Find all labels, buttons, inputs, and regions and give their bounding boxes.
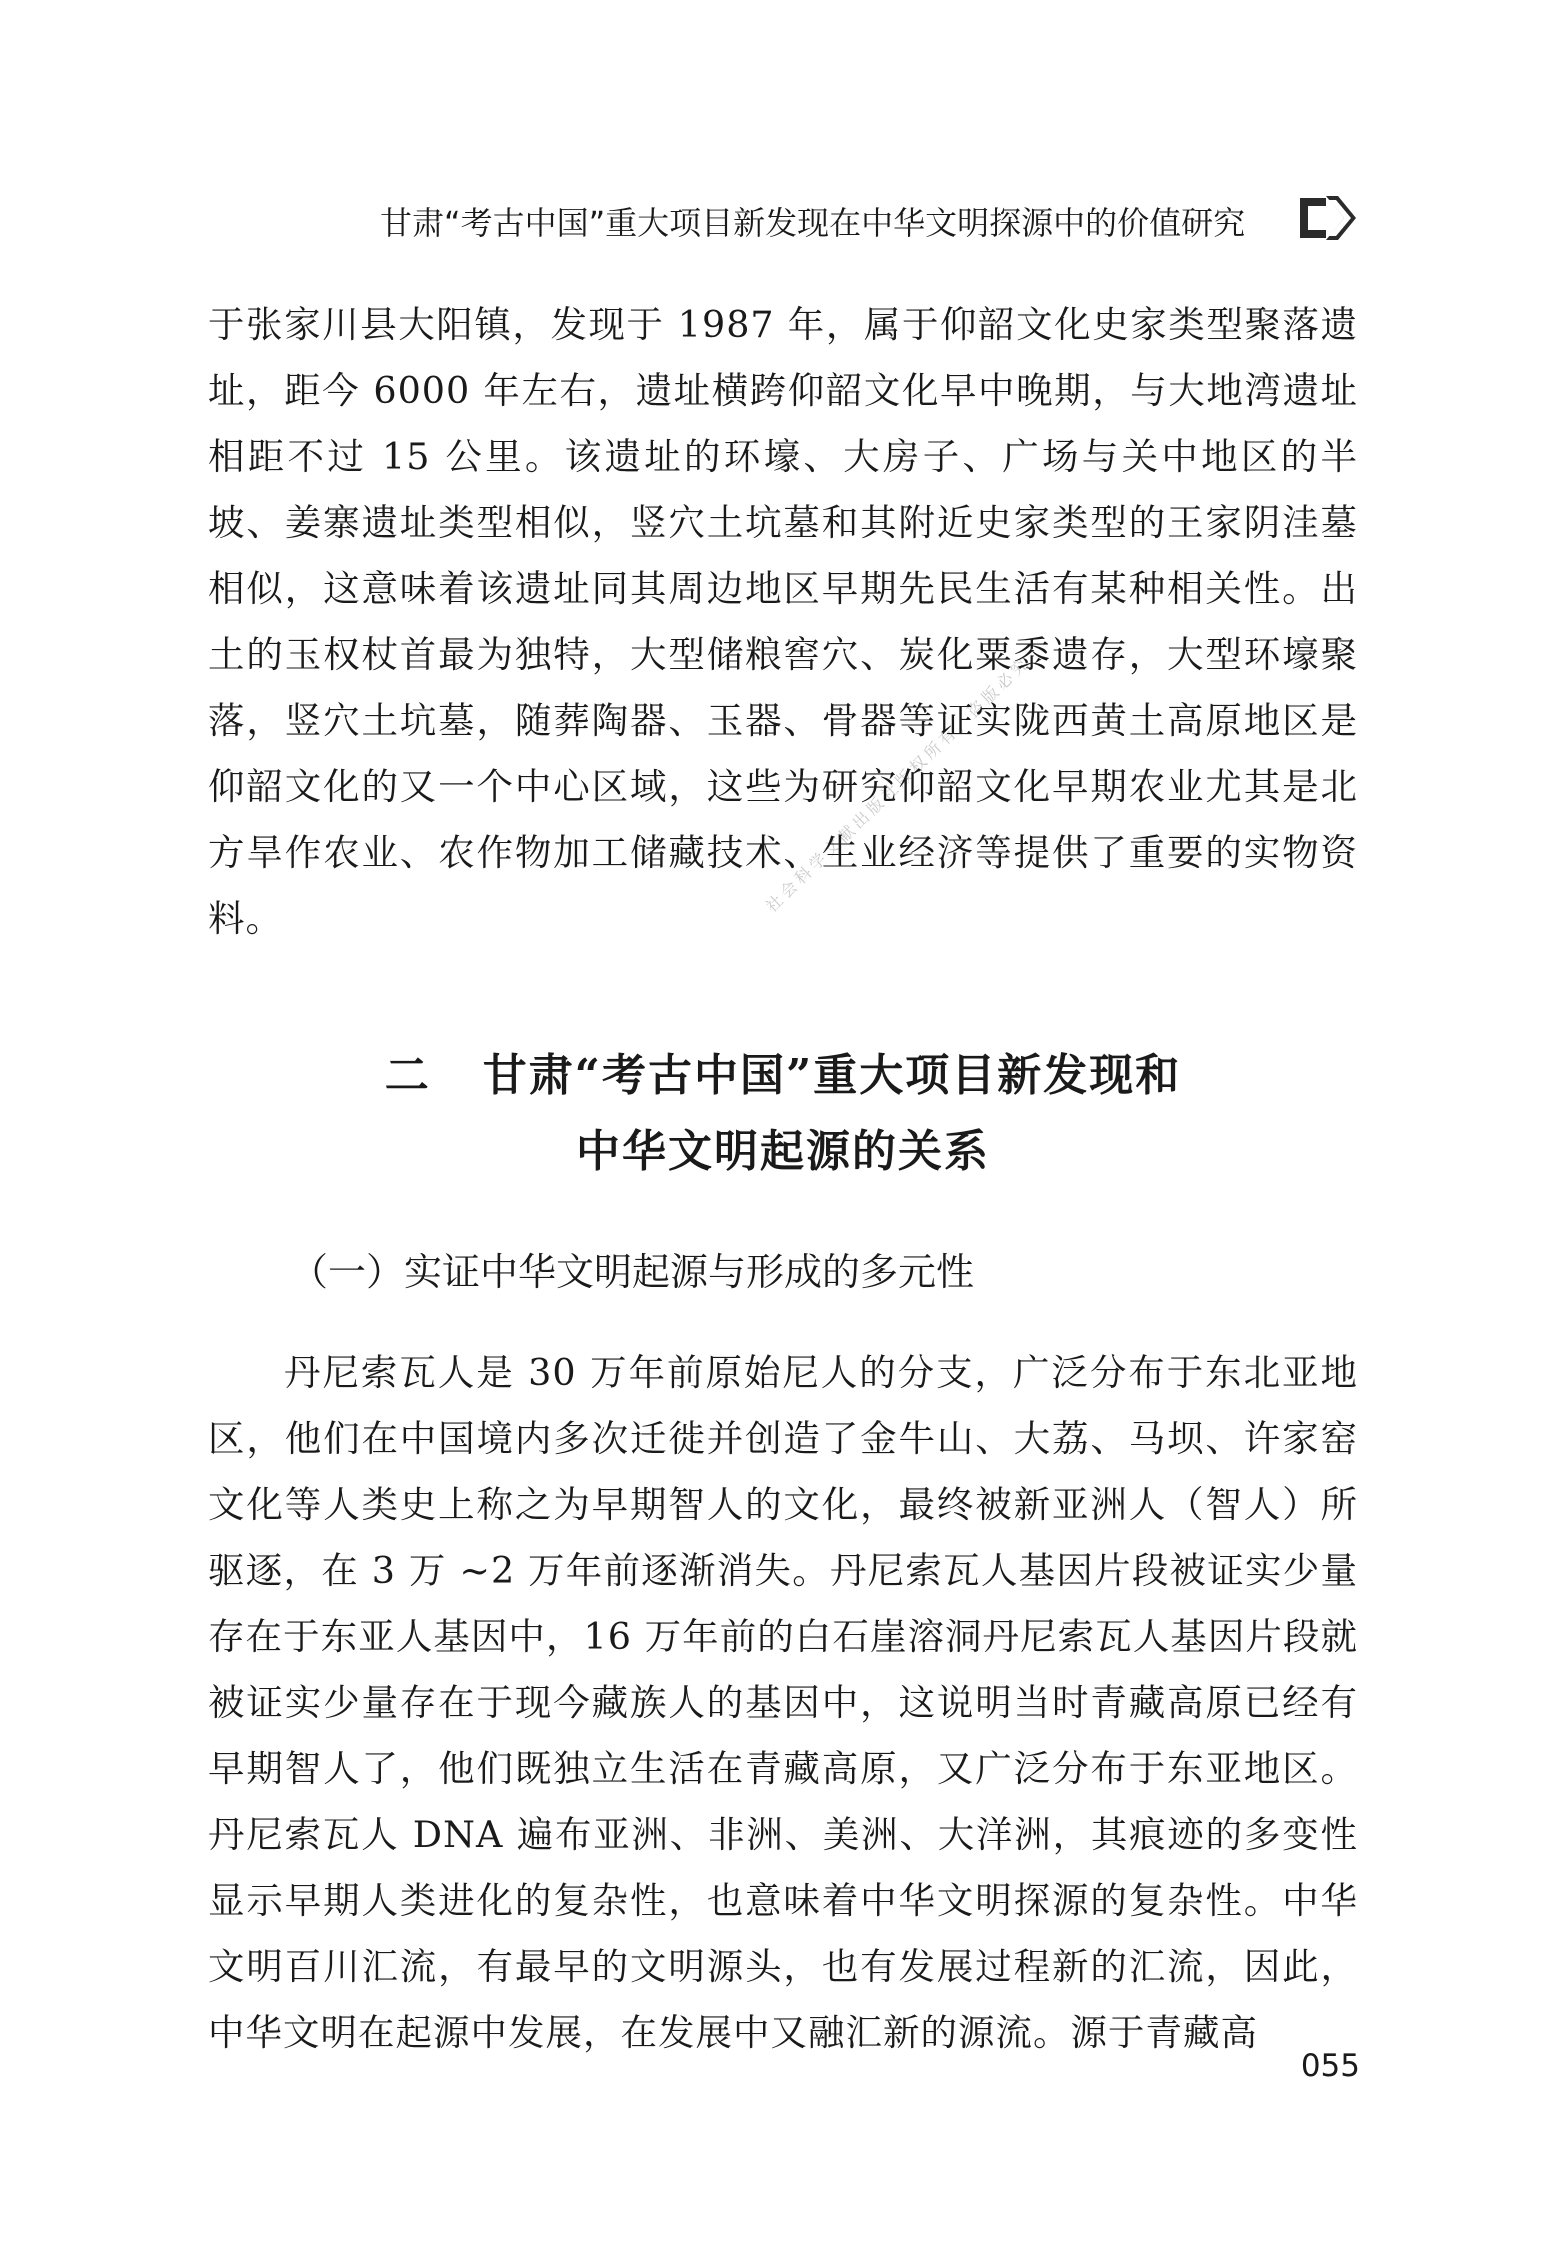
chapter-arrow-icon (1296, 190, 1358, 246)
section-number: 二 (384, 1050, 431, 1101)
page-number: 055 (1300, 2048, 1360, 2084)
paragraph-text: 丹尼索瓦人是 30 万年前原始尼人的分支，广泛分布于东北亚地区，他们在中国境内多次迁徙并创造了金牛山、大荔、马坝、许家窑文化等人类史上称之为早期智人的文化，最终被新亚洲人（智人）所驱逐，在 3 万 ~2 万年前逐渐消失。丹尼索瓦人基因片段被证实少量存在于东亚人基因中，16 万年前的白石崖溶洞丹尼索瓦人基因片段就被证实少量存在于现今藏族人的基因中，这说明当时青藏高原已经有早期智人了，他们既独立生活在青藏高原，又广泛分布于东亚地区。丹尼索瓦人 DNA 遍布亚洲、非洲、美洲、大洋洲，其痕迹的多变性显示早期人类进化的复杂性，也意味着中华文明探源的复杂性。中华文明百川汇流，有最早的文明源头，也有发展过程新的汇流，因此，中华文明在起源中发展，在发展中又融汇新的源流。源于青藏高 (208, 1351, 1358, 2054)
section-title-line-2: 中华文明起源的关系 (576, 1126, 990, 1177)
section-title-text-1: 甘肃“考古中国”重大项目新发现和 (482, 1050, 1182, 1101)
section-title-line-1 (208, 1038, 1358, 1114)
section-title (208, 1038, 1358, 1190)
running-header-title: 甘肃“考古中国”重大项目新发现在中华文明探源中的价值研究 (380, 204, 1246, 242)
subsection-heading: （一）实证中华文明起源与形成的多元性 (290, 1250, 975, 1294)
paragraph-text: 于张家川县大阳镇，发现于 1987 年，属于仰韶文化史家类型聚落遗址，距今 6000 年左右，遗址横跨仰韶文化早中晚期，与大地湾遗址相距不过 15 公里。该遗址的环壕、大房子、广场与关中地区的半坡、姜寨遗址类型相似，竖穴土坑墓和其附近史家类型的王家阴洼墓相似，这意味着该遗址同其周边地区早期先民生活有某种相关性。出土的玉权杖首最为独特，大型储粮窖穴、炭化粟黍遗存，大型环壕聚落，竖穴土坑墓，随葬陶器、玉器、骨器等证实陇西黄土高原地区是仰韶文化的又一个中心区域，这些为研究仰韶文化早期农业尤其是北方旱作农业、农作物加工储藏技术、生业经济等提供了重要的实物资料。 (208, 303, 1359, 940)
body-paragraph-2 (208, 1340, 1358, 2066)
body-paragraph-1 (208, 292, 1358, 952)
running-header (380, 198, 1280, 244)
copyright-watermark: 社会科学文献出版社版权所有，盗版必究 (762, 652, 1035, 916)
